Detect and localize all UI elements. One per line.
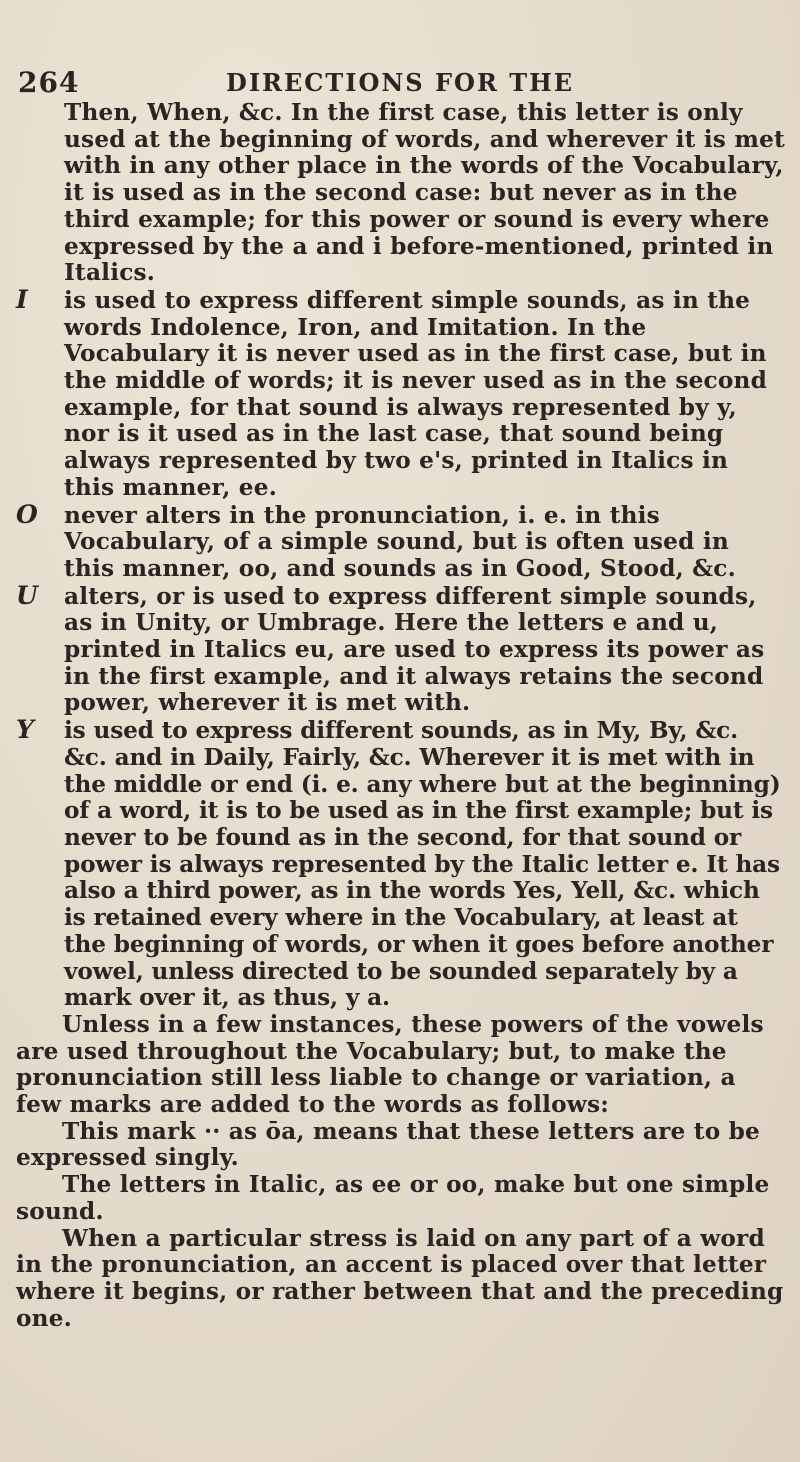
paragraph-then-when — [16, 100, 786, 287]
paragraph-lead-letter: O — [16, 499, 38, 529]
paragraph-stress: When a particular stress is laid on any part of a word in the pronunciation, an accent is placed over that letter where it begins, or rather between that and the preceding one. — [16, 1224, 784, 1332]
paragraph-this-mark: This mark ·· as ōa, means that these letters are to be expressed singly. — [16, 1117, 761, 1172]
paragraph-text: alters, or is used to express different simple sounds, as in Unity, or Umbrage. Here the letters e and u, printed in Italics eu, are used to express its power as in the first example, and it always retains the second power, wherever it is met with. — [64, 582, 765, 717]
paragraph-letter-y — [16, 717, 786, 1012]
paragraph-italic-letters: The letters in Italic, as ee or oo, make but one simple sound. — [16, 1171, 770, 1225]
running-head: DIRECTIONS FOR THE — [226, 68, 575, 97]
paragraph-unless: Unless in a few instances, these powers of the vowels are used throughout the Vocabulary; but, to make the pronunciation still less liable to change or variation, a few marks are added to the words as follows: — [16, 1010, 764, 1119]
paragraph-lead-letter: I — [16, 284, 28, 314]
body-text — [16, 100, 786, 1332]
paragraph-lead-letter: Y — [16, 715, 34, 745]
paragraph-text: is used to express different simple sounds, as in the words Indolence, Iron, and Imitation. In the Vocabulary it is never used as in the first case, but in the middle of words; it is never used as in the second example, for that sound is always represented by y, nor is it used as in the last case, that sound being always represented by two e's, printed in Italics in this manner, ee. — [64, 286, 768, 501]
paragraph-letter-i — [16, 284, 786, 502]
paragraph-text: is used to express different sounds, as in My, By, &c. &c. and in Daily, Fairly, &c. Wherever it is met with in the middle or end (i. e. any where but at the beginning) of a word, it is to be used as in the first example; but is never to be found as in the second, for that sound or power is always represented by the Italic letter e. It has also a third power, as in the words Yes, Yell, &c. which is retained every where in the Vocabulary, at least at the beginning of words, or when it goes before another vowel, unless directed to be sounded separately by a mark over it, as thus, y a. — [64, 717, 781, 1012]
paragraph-letter-o — [16, 499, 786, 583]
page-number: 264 — [18, 66, 80, 99]
paragraph-letter-u — [16, 580, 786, 718]
paragraph-text: never alters in the pronunciation, i. e. in this Vocabulary, of a simple sound, but is often used in this manner, oo, and sounds as in Good, Stood, &c. — [64, 501, 736, 582]
paragraph-text: Then, When, &c. In the first case, this letter is only used at the beginning of words, and wherever it is met with in any other place in the words of the Vocabulary, it is used as in the second case: but never as in the third example; for this power or sound is every where expressed by the a and i before-mentioned, printed in Italics. — [64, 99, 785, 287]
paragraph-lead-letter: U — [16, 580, 39, 610]
